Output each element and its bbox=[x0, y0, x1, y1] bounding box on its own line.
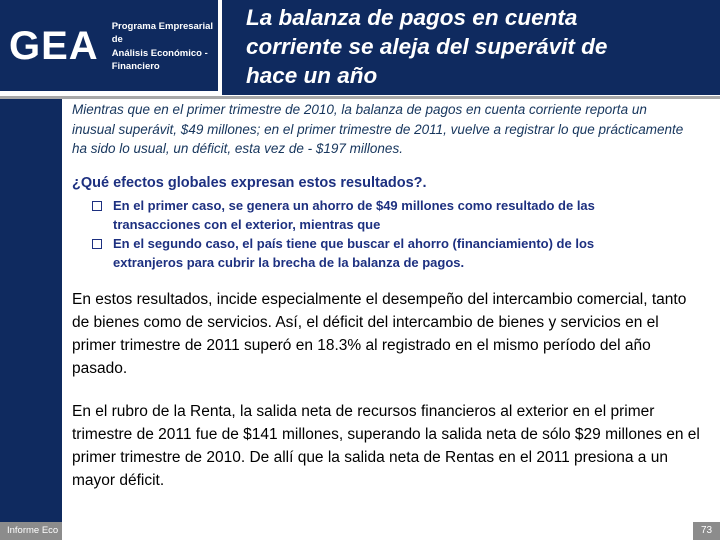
checkbox-bullet-icon bbox=[92, 201, 102, 211]
bullet-text: En el primer caso, se genera un ahorro de $49 millones como resultado de las transacciones con el exterior, mientras que bbox=[113, 198, 595, 232]
header-title-block bbox=[222, 0, 720, 95]
question-heading: ¿Qué efectos globales expresan estos resultados?. bbox=[72, 175, 427, 191]
checkbox-bullet-icon bbox=[92, 239, 102, 249]
sidebar-bar bbox=[0, 99, 62, 522]
bullet-item bbox=[92, 235, 692, 272]
bullet-list bbox=[92, 197, 692, 273]
header-logo-block bbox=[0, 0, 218, 91]
program-line: Financiero bbox=[111, 61, 160, 72]
bullet-item bbox=[92, 197, 692, 234]
page-number-badge: 73 bbox=[693, 522, 720, 540]
program-line: Programa Empresarial de bbox=[111, 20, 214, 45]
program-line: Análisis Económico - bbox=[111, 47, 208, 59]
gea-logo: GEA bbox=[9, 23, 99, 68]
slide-title: La balanza de pagos en cuenta corriente se aleja del superávit de hace un año bbox=[246, 5, 608, 88]
program-name bbox=[112, 20, 218, 74]
header-divider bbox=[0, 96, 720, 99]
body-paragraph-1: En estos resultados, incide especialmente el desempeño del intercambio comercial, tanto de bienes como de servicios. Así, el déficit del intercambio de bienes y servicios en el primer trimestre de 2011 superó en 18.3% al registrado en el mismo período del año pasado. bbox=[72, 291, 687, 377]
footer-left-label: Informe Eco bbox=[0, 522, 62, 540]
body-paragraph-2: En el rubro de la Renta, la salida neta de recursos financieros al exterior en el primer trimestre de 2011 fue de $141 millones, superando la salida neta de sólo $29 millones en el primer trimestre de 2010. De allí que la salida neta de Rentas en el 2011 presiona a un mayor déficit. bbox=[72, 403, 700, 489]
intro-paragraph: Mientras que en el primer trimestre de 2010, la balanza de pagos en cuenta corriente reporta un inusual superávit, $49 millones; en el primer trimestre de 2011, vuelve a registrar lo que prácticamente ha sido lo usual, un déficit, esta vez de - $197 millones. bbox=[72, 102, 684, 156]
bullet-text: En el segundo caso, el país tiene que buscar el ahorro (financiamiento) de los extranjeros para cubrir la brecha de la balanza de pagos. bbox=[113, 236, 595, 270]
